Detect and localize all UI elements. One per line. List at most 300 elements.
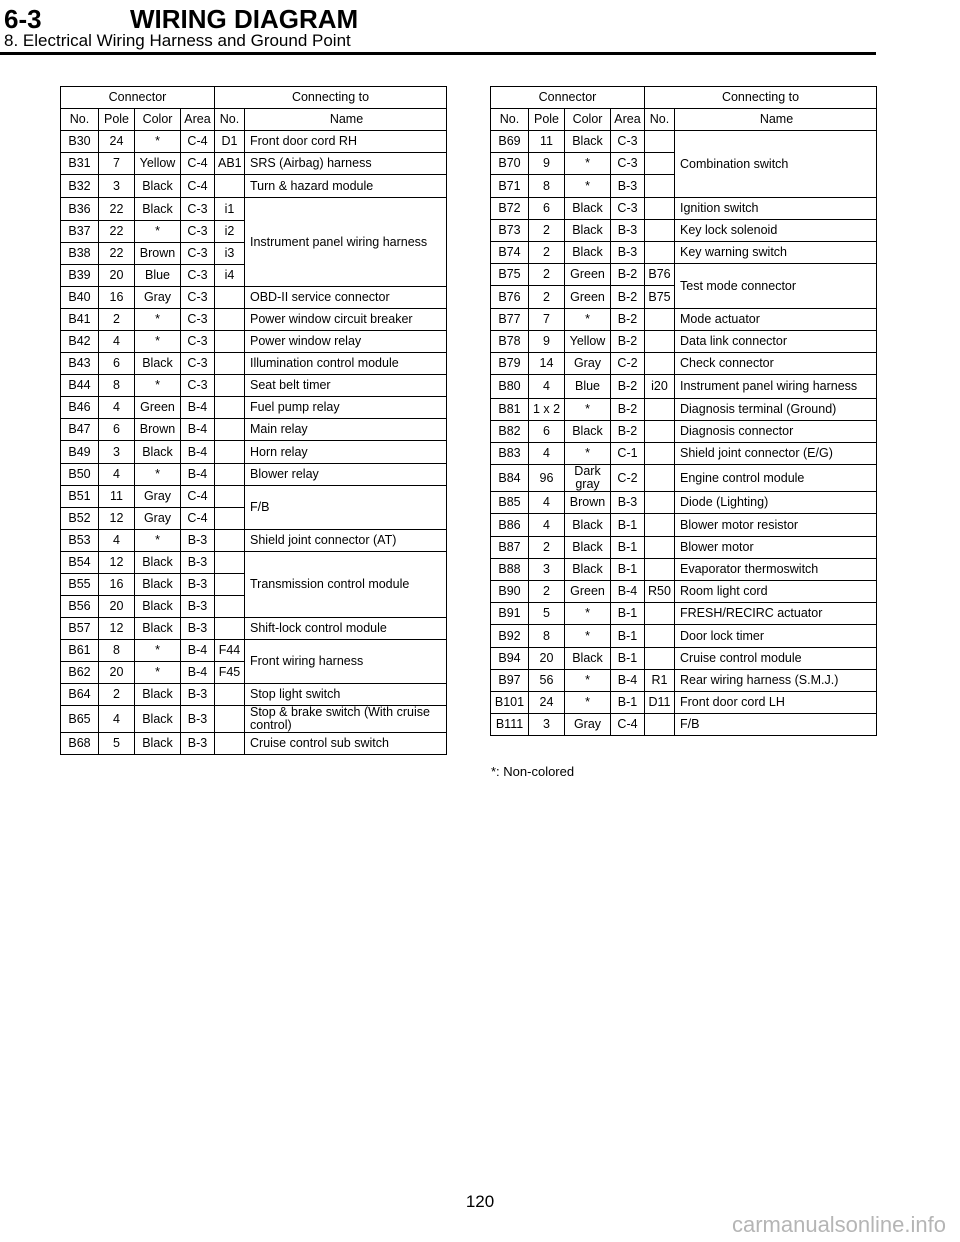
connecting-name: Blower motor <box>675 537 877 559</box>
connector-no: B44 <box>61 375 99 397</box>
pole-count: 3 <box>99 175 135 198</box>
pole-count: 8 <box>529 175 565 198</box>
connector-no: B85 <box>491 492 529 514</box>
pole-count: 2 <box>529 242 565 264</box>
pole-count: 4 <box>529 375 565 399</box>
wire-color: Gray <box>135 508 181 530</box>
connector-no: B74 <box>491 242 529 264</box>
area: B-3 <box>611 220 645 242</box>
connecting-no <box>645 175 675 198</box>
connecting-to-group-header: Connecting to <box>215 87 447 109</box>
pole-count: 3 <box>529 559 565 581</box>
connecting-name: Front door cord RH <box>245 131 447 153</box>
column-header-pole: Pole <box>99 109 135 131</box>
table-row <box>491 399 877 421</box>
wire-color: Gray <box>565 714 611 736</box>
connector-no: B68 <box>61 733 99 755</box>
area: B-4 <box>181 464 215 486</box>
connecting-name: Rear wiring harness (S.M.J.) <box>675 670 877 692</box>
connector-no: B88 <box>491 559 529 581</box>
area: B-4 <box>611 670 645 692</box>
connecting-no <box>645 537 675 559</box>
connecting-no <box>645 603 675 625</box>
connector-no: B36 <box>61 198 99 221</box>
connector-no: B90 <box>491 581 529 603</box>
pole-count: 8 <box>99 640 135 662</box>
connecting-no <box>645 421 675 443</box>
column-header-pole: Pole <box>529 109 565 131</box>
wire-color: * <box>565 443 611 465</box>
pole-count: 96 <box>529 465 565 492</box>
connector-no: B78 <box>491 331 529 353</box>
area: C-4 <box>181 175 215 198</box>
connecting-name: Horn relay <box>245 441 447 464</box>
connecting-no <box>215 309 245 331</box>
wire-color: * <box>135 309 181 331</box>
pole-count: 2 <box>529 537 565 559</box>
connecting-name: F/B <box>245 486 447 530</box>
table-row <box>61 198 447 221</box>
connecting-no <box>645 220 675 242</box>
table-row <box>491 465 877 492</box>
connecting-no <box>215 397 245 419</box>
wire-color: Yellow <box>565 331 611 353</box>
wire-color: Green <box>565 286 611 309</box>
connector-no: B79 <box>491 353 529 375</box>
connecting-no <box>645 492 675 514</box>
table-row <box>61 441 447 464</box>
area: B-1 <box>611 514 645 537</box>
table-row <box>61 397 447 419</box>
connecting-name: Seat belt timer <box>245 375 447 397</box>
connector-no: B101 <box>491 692 529 714</box>
pole-count: 2 <box>529 581 565 603</box>
table-row <box>491 198 877 220</box>
connecting-no: i2 <box>215 221 245 243</box>
connecting-name: Diagnosis connector <box>675 421 877 443</box>
area: C-4 <box>181 508 215 530</box>
connecting-no: F45 <box>215 662 245 684</box>
table-row <box>491 309 877 331</box>
pole-count: 6 <box>529 421 565 443</box>
area: C-3 <box>181 287 215 309</box>
pole-count: 11 <box>529 131 565 153</box>
wire-color: * <box>565 692 611 714</box>
area: B-2 <box>611 286 645 309</box>
connecting-name: Power window circuit breaker <box>245 309 447 331</box>
header-rule <box>0 52 876 55</box>
connector-no: B87 <box>491 537 529 559</box>
connecting-no <box>645 353 675 375</box>
pole-count: 11 <box>99 486 135 508</box>
area: B-3 <box>181 574 215 596</box>
table-row <box>61 175 447 198</box>
column-header-conn-no: No. <box>215 109 245 131</box>
connector-no: B56 <box>61 596 99 618</box>
area: B-3 <box>181 684 215 706</box>
connecting-no <box>215 375 245 397</box>
table-row <box>491 492 877 514</box>
column-header-conn-no: No. <box>645 109 675 131</box>
table-row <box>491 353 877 375</box>
connecting-name: Instrument panel wiring harness <box>675 375 877 399</box>
connecting-name: Front door cord LH <box>675 692 877 714</box>
connecting-name: Key warning switch <box>675 242 877 264</box>
connecting-name: Shield joint connector (E/G) <box>675 443 877 465</box>
area: B-1 <box>611 603 645 625</box>
pole-count: 9 <box>529 153 565 175</box>
wire-color: Black <box>135 175 181 198</box>
connector-no: B69 <box>491 131 529 153</box>
pole-count: 12 <box>99 508 135 530</box>
connecting-name: Illumination control module <box>245 353 447 375</box>
connecting-no: F44 <box>215 640 245 662</box>
wire-color: * <box>565 153 611 175</box>
connecting-no <box>215 331 245 353</box>
wire-color: Black <box>565 648 611 670</box>
connector-no: B84 <box>491 465 529 492</box>
wire-color: Black <box>135 552 181 574</box>
wire-color: Black <box>135 353 181 375</box>
wire-color: * <box>135 662 181 684</box>
connector-no: B75 <box>491 264 529 286</box>
connecting-no <box>645 309 675 331</box>
connecting-no <box>215 552 245 574</box>
wire-color: Black <box>135 706 181 733</box>
wire-color: Dark gray <box>565 465 611 492</box>
connecting-no <box>215 684 245 706</box>
connecting-name: Shift-lock control module <box>245 618 447 640</box>
connecting-no <box>215 706 245 733</box>
wire-color: Black <box>135 618 181 640</box>
table-row <box>491 421 877 443</box>
pole-count: 5 <box>529 603 565 625</box>
connecting-name: Data link connector <box>675 331 877 353</box>
table-row <box>61 733 447 755</box>
wire-color: Blue <box>135 265 181 287</box>
table-row <box>491 625 877 648</box>
connecting-name: SRS (Airbag) harness <box>245 153 447 175</box>
connecting-name: Evaporator thermoswitch <box>675 559 877 581</box>
table-row <box>491 603 877 625</box>
column-header-color: Color <box>565 109 611 131</box>
wire-color: Black <box>135 441 181 464</box>
pole-count: 22 <box>99 221 135 243</box>
column-header-no: No. <box>61 109 99 131</box>
pole-count: 8 <box>99 375 135 397</box>
pole-count: 1 x 2 <box>529 399 565 421</box>
wire-color: Gray <box>135 287 181 309</box>
pole-count: 4 <box>529 443 565 465</box>
area: C-4 <box>181 486 215 508</box>
area: C-3 <box>181 331 215 353</box>
table-row <box>61 706 447 733</box>
pole-count: 2 <box>99 684 135 706</box>
area: C-3 <box>181 375 215 397</box>
wire-color: * <box>565 625 611 648</box>
wire-color: Black <box>135 574 181 596</box>
wire-color: Yellow <box>135 153 181 175</box>
area: C-4 <box>611 714 645 736</box>
pole-count: 16 <box>99 574 135 596</box>
connecting-name: Diode (Lighting) <box>675 492 877 514</box>
connecting-no: D1 <box>215 131 245 153</box>
connecting-name: Engine control module <box>675 465 877 492</box>
connector-no: B73 <box>491 220 529 242</box>
area: C-3 <box>181 198 215 221</box>
wire-color: * <box>135 131 181 153</box>
table-row <box>491 692 877 714</box>
connector-no: B77 <box>491 309 529 331</box>
pole-count: 5 <box>99 733 135 755</box>
pole-count: 2 <box>99 309 135 331</box>
pole-count: 14 <box>529 353 565 375</box>
connector-no: B70 <box>491 153 529 175</box>
area: B-4 <box>181 419 215 441</box>
connecting-to-group-header: Connecting to <box>645 87 877 109</box>
connecting-no: D11 <box>645 692 675 714</box>
area: B-1 <box>611 625 645 648</box>
wire-color: Black <box>135 596 181 618</box>
area: C-2 <box>611 465 645 492</box>
connector-table-right <box>490 86 877 736</box>
connecting-name: Combination switch <box>675 131 877 198</box>
connecting-name: Ignition switch <box>675 198 877 220</box>
connector-no: B64 <box>61 684 99 706</box>
connecting-no <box>645 443 675 465</box>
connecting-no <box>645 399 675 421</box>
table-row <box>491 375 877 399</box>
wire-color: Black <box>565 421 611 443</box>
connecting-name: Mode actuator <box>675 309 877 331</box>
connecting-name: Main relay <box>245 419 447 441</box>
pole-count: 12 <box>99 552 135 574</box>
connector-no: B51 <box>61 486 99 508</box>
table-row <box>491 559 877 581</box>
table-row <box>61 552 447 574</box>
header-row <box>61 109 447 131</box>
area: B-4 <box>181 441 215 464</box>
wire-color: Black <box>135 733 181 755</box>
area: B-4 <box>611 581 645 603</box>
connecting-no <box>215 353 245 375</box>
area: B-3 <box>611 175 645 198</box>
header-row <box>491 87 877 109</box>
pole-count: 2 <box>529 286 565 309</box>
connector-no: B80 <box>491 375 529 399</box>
connecting-no: B75 <box>645 286 675 309</box>
pole-count: 6 <box>529 198 565 220</box>
pole-count: 3 <box>529 714 565 736</box>
wire-color: * <box>135 530 181 552</box>
area: C-3 <box>611 131 645 153</box>
table-row <box>491 443 877 465</box>
area: B-3 <box>181 618 215 640</box>
connector-no: B65 <box>61 706 99 733</box>
connecting-name: Transmission control module <box>245 552 447 618</box>
connecting-name: Instrument panel wiring harness <box>245 198 447 287</box>
wire-color: Green <box>565 264 611 286</box>
area: C-3 <box>181 243 215 265</box>
area: B-2 <box>611 375 645 399</box>
wire-color: Black <box>565 537 611 559</box>
connector-no: B40 <box>61 287 99 309</box>
connecting-name: Shield joint connector (AT) <box>245 530 447 552</box>
connecting-no <box>645 331 675 353</box>
area: C-3 <box>611 153 645 175</box>
connector-no: B37 <box>61 221 99 243</box>
wire-color: * <box>565 670 611 692</box>
connecting-no <box>645 625 675 648</box>
pole-count: 4 <box>529 492 565 514</box>
pole-count: 8 <box>529 625 565 648</box>
wire-color: Blue <box>565 375 611 399</box>
connecting-name: Test mode connector <box>675 264 877 309</box>
connector-no: B91 <box>491 603 529 625</box>
pole-count: 20 <box>529 648 565 670</box>
wire-color: Black <box>565 220 611 242</box>
area: B-3 <box>611 492 645 514</box>
table-row <box>61 309 447 331</box>
table-row <box>491 648 877 670</box>
table-row <box>61 684 447 706</box>
watermark: carmanualsonline.info <box>731 1212 946 1237</box>
connector-no: B82 <box>491 421 529 443</box>
connector-table-left <box>60 86 447 755</box>
table-row <box>491 131 877 153</box>
wire-color: Brown <box>135 243 181 265</box>
connecting-no <box>645 131 675 153</box>
column-header-no: No. <box>491 109 529 131</box>
connector-no: B43 <box>61 353 99 375</box>
wire-color: Black <box>135 198 181 221</box>
connector-no: B83 <box>491 443 529 465</box>
area: C-3 <box>181 353 215 375</box>
connecting-name: Blower motor resistor <box>675 514 877 537</box>
table-row <box>491 264 877 286</box>
page-number: 120 <box>465 1192 495 1211</box>
connector-group-header: Connector <box>491 87 645 109</box>
table-row <box>61 419 447 441</box>
connector-no: B38 <box>61 243 99 265</box>
wire-color: * <box>135 331 181 353</box>
connecting-name: Cruise control sub switch <box>245 733 447 755</box>
area: B-3 <box>181 530 215 552</box>
connector-no: B57 <box>61 618 99 640</box>
area: C-2 <box>611 353 645 375</box>
connecting-no <box>645 514 675 537</box>
connecting-no <box>645 198 675 220</box>
non-colored-note: *: Non-colored <box>491 764 575 779</box>
area: B-3 <box>181 733 215 755</box>
wire-color: * <box>565 399 611 421</box>
table-row <box>491 670 877 692</box>
connector-no: B94 <box>491 648 529 670</box>
wire-color: * <box>565 603 611 625</box>
connecting-no <box>645 153 675 175</box>
area: B-1 <box>611 648 645 670</box>
connecting-name: Room light cord <box>675 581 877 603</box>
pole-count: 6 <box>99 419 135 441</box>
wire-color: Green <box>565 581 611 603</box>
pole-count: 24 <box>529 692 565 714</box>
page-title: WIRING DIAGRAM <box>130 4 359 34</box>
wire-color: Black <box>135 684 181 706</box>
wire-color: Green <box>135 397 181 419</box>
connector-no: B62 <box>61 662 99 684</box>
pole-count: 4 <box>99 331 135 353</box>
section-number: 6-3 <box>4 4 42 34</box>
header-row <box>61 87 447 109</box>
pole-count: 24 <box>99 131 135 153</box>
column-header-color: Color <box>135 109 181 131</box>
connecting-name: Fuel pump relay <box>245 397 447 419</box>
connecting-name: Power window relay <box>245 331 447 353</box>
table-row <box>491 537 877 559</box>
connecting-no <box>215 530 245 552</box>
header-row <box>491 109 877 131</box>
pole-count: 22 <box>99 243 135 265</box>
connecting-no <box>215 419 245 441</box>
connecting-name: FRESH/RECIRC actuator <box>675 603 877 625</box>
pole-count: 12 <box>99 618 135 640</box>
area: C-3 <box>181 221 215 243</box>
connecting-no: R50 <box>645 581 675 603</box>
connecting-no: AB1 <box>215 153 245 175</box>
connecting-no <box>215 464 245 486</box>
area: B-2 <box>611 264 645 286</box>
area: B-3 <box>181 552 215 574</box>
connecting-no <box>215 733 245 755</box>
pole-count: 9 <box>529 331 565 353</box>
wire-color: Gray <box>135 486 181 508</box>
connector-no: B50 <box>61 464 99 486</box>
pole-count: 22 <box>99 198 135 221</box>
connecting-no: i3 <box>215 243 245 265</box>
connecting-no <box>645 242 675 264</box>
connecting-no: R1 <box>645 670 675 692</box>
connecting-name: Stop light switch <box>245 684 447 706</box>
wire-color: * <box>135 375 181 397</box>
connector-no: B46 <box>61 397 99 419</box>
wire-color: * <box>135 464 181 486</box>
page-subtitle: 8. Electrical Wiring Harness and Ground Point <box>4 31 351 50</box>
connector-no: B92 <box>491 625 529 648</box>
wire-color: * <box>135 640 181 662</box>
wire-color: Black <box>565 242 611 264</box>
connecting-name: Turn & hazard module <box>245 175 447 198</box>
area: C-3 <box>181 309 215 331</box>
connector-no: B71 <box>491 175 529 198</box>
area: C-4 <box>181 131 215 153</box>
wire-color: Black <box>565 131 611 153</box>
connecting-name: Key lock solenoid <box>675 220 877 242</box>
pole-count: 2 <box>529 220 565 242</box>
table-row <box>61 618 447 640</box>
connecting-no <box>645 714 675 736</box>
pole-count: 4 <box>99 397 135 419</box>
area: B-2 <box>611 399 645 421</box>
table-row <box>491 220 877 242</box>
table-row <box>61 353 447 375</box>
pole-count: 2 <box>529 264 565 286</box>
connector-no: B61 <box>61 640 99 662</box>
connector-no: B86 <box>491 514 529 537</box>
connector-no: B32 <box>61 175 99 198</box>
table-row <box>61 131 447 153</box>
area: B-4 <box>181 397 215 419</box>
connecting-name: Door lock timer <box>675 625 877 648</box>
